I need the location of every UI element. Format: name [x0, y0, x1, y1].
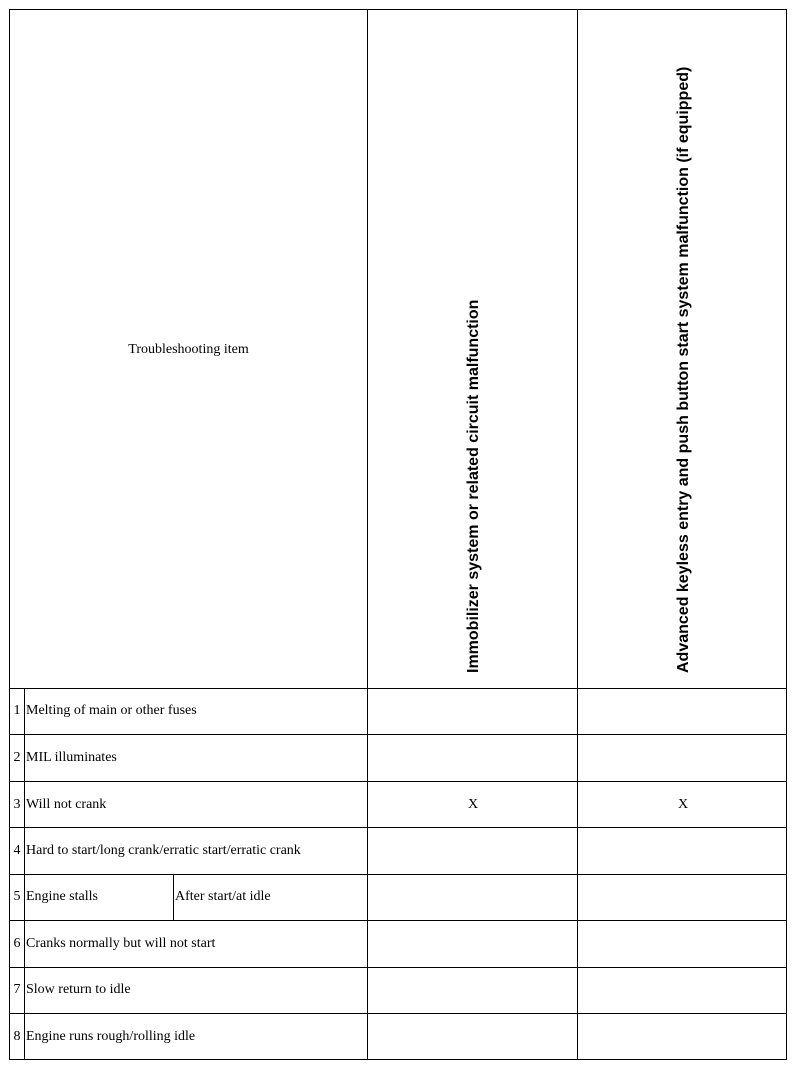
row-item-label: Will not crank [26, 797, 107, 812]
row-item-label: Cranks normally but will not start [26, 936, 216, 951]
row-number: 6 [13, 936, 21, 951]
row-number: 2 [13, 750, 21, 765]
row-item-label: Melting of main or other fuses [26, 703, 197, 718]
row-number: 4 [13, 843, 21, 858]
column-header-advanced-keyless: Advanced keyless entry and push button start system malfunction (if equipped) [675, 66, 692, 673]
row-mark-immobilizer: X [467, 797, 479, 812]
row-item-label: Engine stalls [26, 889, 98, 904]
row-item-label: Hard to start/long crank/erratic start/erratic crank [26, 843, 301, 858]
row-item-label: Engine runs rough/rolling idle [26, 1029, 196, 1044]
row-item-label: MIL illuminates [26, 750, 117, 765]
row-number: 8 [13, 1029, 21, 1044]
row-mark-keyless: X [677, 797, 689, 812]
row-item-label: Slow return to idle [26, 982, 131, 997]
row-sub-item-label: After start/at idle [175, 889, 271, 904]
row-number: 3 [13, 797, 21, 812]
row-number: 5 [13, 889, 21, 904]
column-header-immobilizer: Immobilizer system or related circuit malfunction [465, 299, 482, 673]
troubleshooting-item-header: Troubleshooting item [128, 342, 249, 357]
row-number: 7 [13, 982, 21, 997]
row-number: 1 [13, 703, 21, 718]
